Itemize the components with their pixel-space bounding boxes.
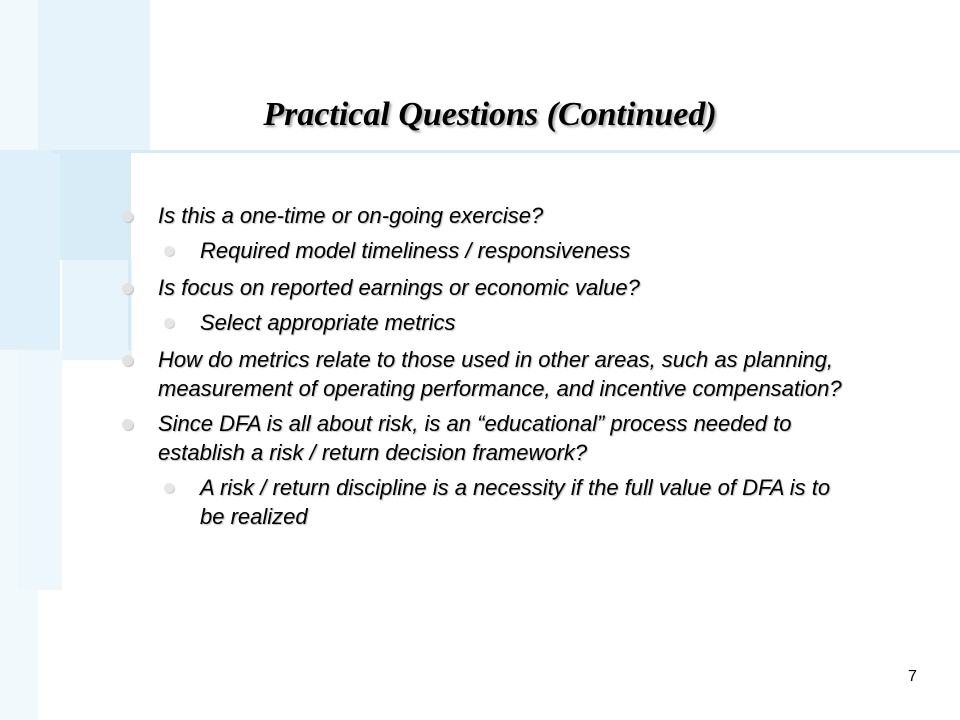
decorative-panel [0, 150, 60, 350]
bullet-text: How do metrics relate to those used in other areas, such as planning, measurement of operating performance, and incentive compensation? [158, 347, 842, 401]
decorative-panel [18, 350, 62, 590]
bullet-dot-icon [122, 355, 133, 366]
bullet-item [118, 273, 858, 302]
bullet-dot-icon [122, 419, 133, 430]
page-number: 7 [908, 668, 917, 685]
slide-title: Practical Questions (Continued) [263, 96, 717, 133]
bullet-dot-icon [164, 246, 174, 256]
bullet-text: A risk / return discipline is a necessity if the full value of DFA is to be realized [200, 475, 831, 529]
sub-bullet-item [118, 308, 858, 337]
bullet-item [118, 345, 858, 403]
bullet-text: Is focus on reported earnings or economic value? [158, 275, 640, 300]
bullet-text: Since DFA is all about risk, is an “educational” process needed to establish a risk / return decision framework? [158, 411, 792, 465]
bullet-item [118, 409, 858, 467]
bullet-dot-icon [164, 483, 174, 493]
bullet-text: Is this a one-time or on-going exercise? [158, 203, 544, 228]
decorative-panel [38, 0, 150, 150]
bullet-item [118, 201, 858, 230]
sub-bullet-item [118, 473, 858, 531]
bullet-text: Required model timeliness / responsiveness [200, 238, 631, 263]
bullet-text: Select appropriate metrics [200, 310, 456, 335]
bullet-list [118, 201, 858, 539]
bullet-dot-icon [122, 211, 133, 222]
decorative-rule [52, 150, 960, 153]
bullet-dot-icon [164, 318, 174, 328]
bullet-dot-icon [122, 283, 133, 294]
sub-bullet-item [118, 236, 858, 265]
